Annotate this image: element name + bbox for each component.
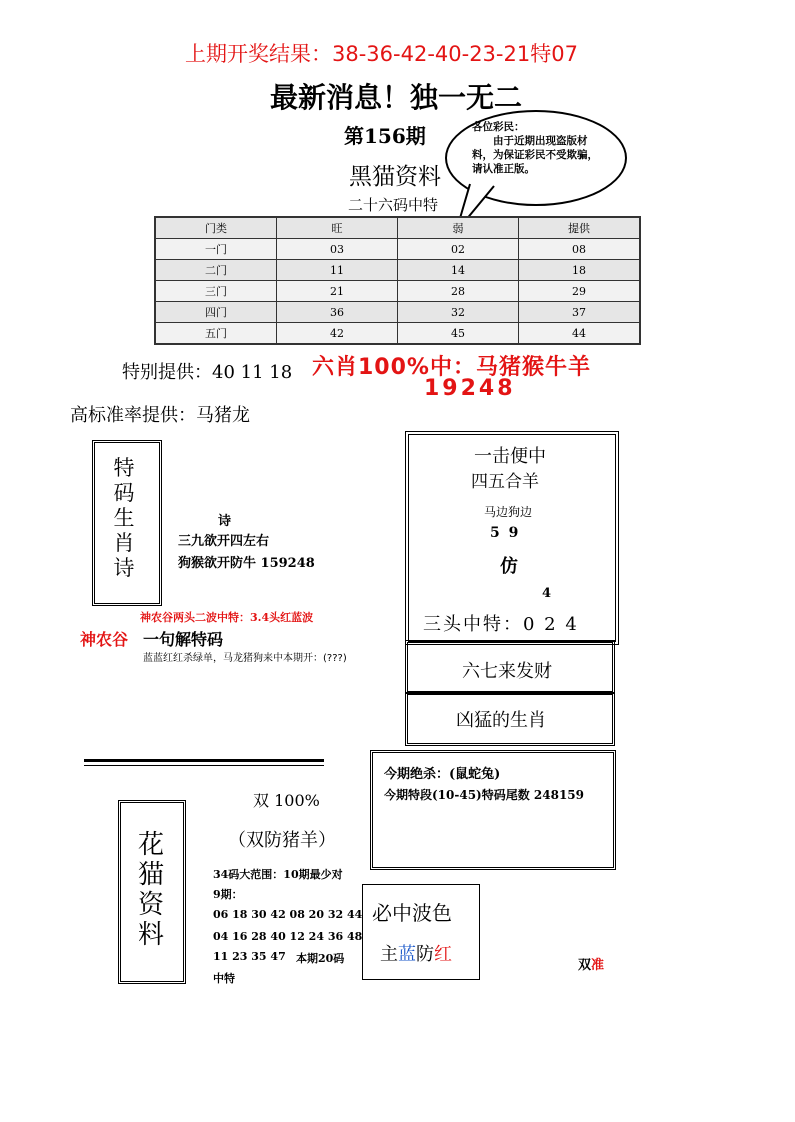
horizontal-divider	[84, 759, 324, 766]
kill-line-1: 今期绝杀：(鼠蛇兔)	[384, 767, 501, 782]
six-zodiac-line: 六肖100%中：马猪猴牛羊	[312, 355, 591, 380]
table-cell: 三门	[155, 281, 277, 302]
horse-dog-line: 马边狗边	[484, 505, 533, 519]
table-cell: 02	[398, 239, 519, 260]
special-provide: 特别提供：40 11 18	[122, 362, 293, 383]
flower-cat-title: 花猫资料	[137, 830, 164, 950]
bubble-greeting: 各位彩民：	[472, 121, 525, 133]
shuang-char: 双	[578, 958, 592, 973]
range-line-4: 04 16 28 40 12 24 36 48	[213, 930, 363, 943]
table-cell: 32	[398, 302, 519, 323]
one-hit-title: 一击便中	[474, 446, 546, 467]
bubble-body: 由于近期出现盗版材料，为保证彩民不受欺骗，请认准正版。	[472, 135, 598, 175]
double-100-line: 双 100%	[253, 791, 320, 810]
double-accurate	[578, 954, 604, 973]
four-five-line: 四五合羊	[471, 472, 539, 492]
table-cell: 29	[519, 281, 641, 302]
table-cell: 18	[519, 260, 641, 281]
range-line-5b: 本期20码	[296, 952, 345, 965]
table-header: 弱	[398, 217, 519, 239]
table-cell: 14	[398, 260, 519, 281]
double-guard-line: （双防猪羊）	[228, 830, 336, 851]
shennong-note: 蓝蓝红红杀绿单，马龙猪狗来中本期开：(???)	[143, 653, 347, 664]
wave-color-line	[380, 940, 452, 966]
table-row	[155, 323, 640, 345]
guard-char: 防	[416, 944, 434, 965]
range-line-5: 11 23 35 47	[213, 950, 286, 963]
table-row	[155, 281, 640, 302]
table-cell: 二门	[155, 260, 277, 281]
range-line-2: 9期：	[213, 888, 243, 901]
black-cat-title: 黑猫资料	[349, 164, 441, 190]
table-row	[155, 239, 640, 260]
table-row	[155, 260, 640, 281]
zhun-char: 准	[591, 958, 605, 973]
shennong-brand: 神农谷	[80, 630, 129, 649]
range-line-6: 中特	[213, 972, 235, 985]
table-cell: 四门	[155, 302, 277, 323]
table-row	[155, 302, 640, 323]
table-header: 提供	[519, 217, 641, 239]
table-header: 旺	[277, 217, 398, 239]
poem-title: 特码生肖诗	[113, 456, 135, 580]
range-line-3: 06 18 30 42 08 20 32 44	[213, 908, 363, 921]
table-cell: 03	[277, 239, 398, 260]
table-cell: 44	[519, 323, 641, 345]
table-cell: 28	[398, 281, 519, 302]
high-standard-line: 高标准率提供：马猪龙	[70, 405, 250, 426]
number-4: 4	[542, 586, 552, 601]
wave-color-title: 必中波色	[372, 901, 452, 925]
main-char: 主	[380, 944, 398, 965]
six-seven-text: 六七来发财	[462, 661, 552, 682]
table-cell: 42	[277, 323, 398, 345]
kill-line-2: 今期特段(10-45)特码尾数 248159	[384, 788, 585, 802]
six-zodiac-numbers: 19248	[424, 376, 516, 401]
table-cell: 21	[277, 281, 398, 302]
last-result-line: 上期开奖结果：38-36-42-40-23-21特07	[185, 42, 578, 66]
issue-number: 第156期	[344, 124, 426, 148]
table-cell: 11	[277, 260, 398, 281]
numbers-5-9: 5 9	[490, 525, 521, 541]
bubble-text	[472, 120, 600, 176]
fang-char: 仿	[500, 556, 518, 577]
table-cell: 37	[519, 302, 641, 323]
red-char: 红	[434, 944, 452, 965]
range-line-1: 34码大范围：10期最少对	[213, 868, 343, 881]
blue-char: 蓝	[398, 944, 416, 965]
table-cell: 一门	[155, 239, 277, 260]
poem-heading: 诗	[218, 514, 232, 529]
three-heads-line: 三头中特：0 2 4	[423, 614, 579, 635]
table-cell: 45	[398, 323, 519, 345]
headline: 最新消息！独一无二	[270, 81, 523, 114]
table-cell: 08	[519, 239, 641, 260]
twenty-six-code-line: 二十六码中特	[348, 196, 439, 214]
poem-line-2: 狗猴欲开防牛 159248	[178, 556, 315, 571]
fierce-zodiac-text: 凶猛的生肖	[456, 710, 546, 731]
table-cell: 五门	[155, 323, 277, 345]
door-table	[154, 216, 641, 345]
table-header: 门类	[155, 217, 277, 239]
shennong-slogan: 一句解特码	[143, 630, 224, 649]
shennong-line: 神农谷两头二波中特：3.4头红蓝波	[140, 611, 314, 624]
table-header-row	[155, 217, 640, 239]
table-cell: 36	[277, 302, 398, 323]
poem-line-1: 三九欲开四左右	[178, 534, 270, 549]
